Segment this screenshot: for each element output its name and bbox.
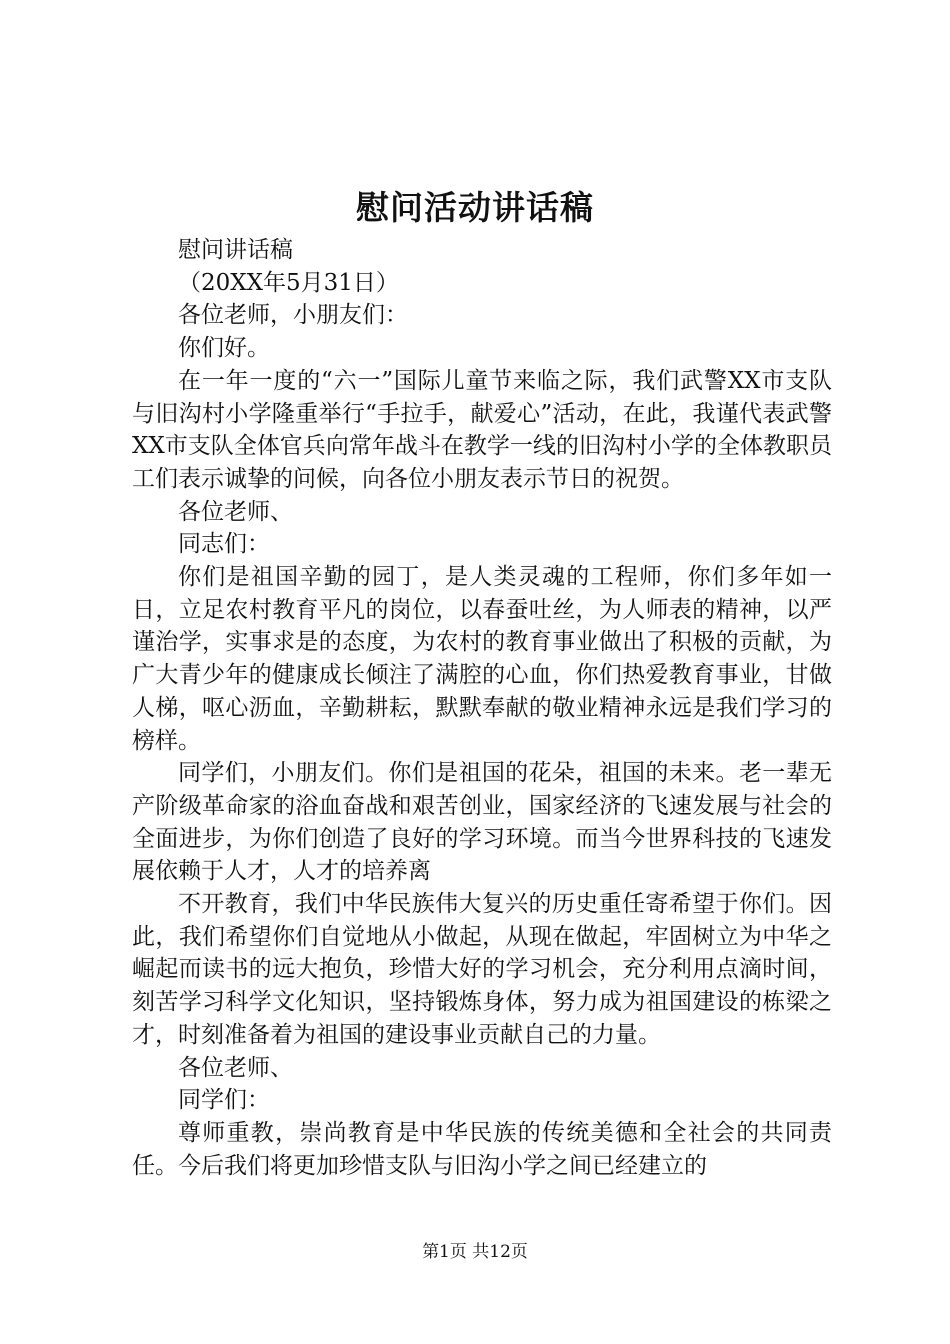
paragraph-body: 不开教育，我们中华民族伟大复兴的历史重任寄希望于你们。因此，我们希望你们自觉地从小做起，从现在做起，牢固树立为中华之崛起而读书的远大抱负，珍惜大好的学习机会，充分利用点滴时间，刻苦学习科学文化知识，坚持锻炼身体，努力成为祖国建设的栋梁之才，时刻准备着为祖国的建设事业贡献自己的力量。	[132, 891, 832, 1048]
paragraph-greeting-title: 慰问讲话稿	[178, 237, 293, 263]
paragraph-salutation: 各位老师、	[178, 1054, 293, 1081]
paragraph-salutation: 同志们：	[178, 531, 270, 558]
paragraph-body: 尊师重教，崇尚教育是中华民族的传统美德和全社会的共同责任。今后我们将更加珍惜支队与旧沟小学之间已经建立的	[132, 1119, 832, 1179]
paragraph-salutation: 各位老师、	[178, 498, 293, 525]
paragraph-salutation: 各位老师，小朋友们：	[178, 302, 408, 329]
document-title: 慰问活动讲话稿	[356, 188, 594, 227]
paragraph-salutation: 同学们：	[178, 1087, 270, 1114]
paragraph-hello: 你们好。	[178, 335, 270, 362]
paragraph-body: 在一年一度的“六一”国际儿童节来临之际，我们武警XX市支队与旧沟村小学隆重举行“手拉手，献爱心”活动，在此，我谨代表武警XX市支队全体官兵向常年战斗在教学一线的旧沟村小学的全体教职员工们表示诚挚的问候，向各位小朋友表示节日的祝贺。	[132, 367, 832, 492]
page-number: 第1页 共12页	[422, 1242, 528, 1262]
paragraph-date: （20XX年5月31日）	[178, 269, 399, 296]
paragraph-body: 同学们，小朋友们。你们是祖国的花朵，祖国的未来。老一辈无产阶级革命家的浴血奋战和艰苦创业，国家经济的飞速发展与社会的全面进步，为你们创造了良好的学习环境。而当今世界科技的飞速发展依赖于人才，人才的培养离	[132, 760, 832, 885]
document-body	[132, 234, 832, 1182]
page-footer	[0, 1240, 950, 1264]
paragraph-body: 你们是祖国辛勤的园丁，是人类灵魂的工程师，你们多年如一日，立足农村教育平凡的岗位，以春蚕吐丝，为人师表的精神，以严谨治学，实事求是的态度，为农村的教育事业做出了积极的贡献，为广大青少年的健康成长倾注了满腔的心血，你们热爱教育事业，甘做人梯，呕心沥血，辛勤耕耘，默默奉献的敬业精神永远是我们学习的榜样。	[132, 564, 832, 754]
